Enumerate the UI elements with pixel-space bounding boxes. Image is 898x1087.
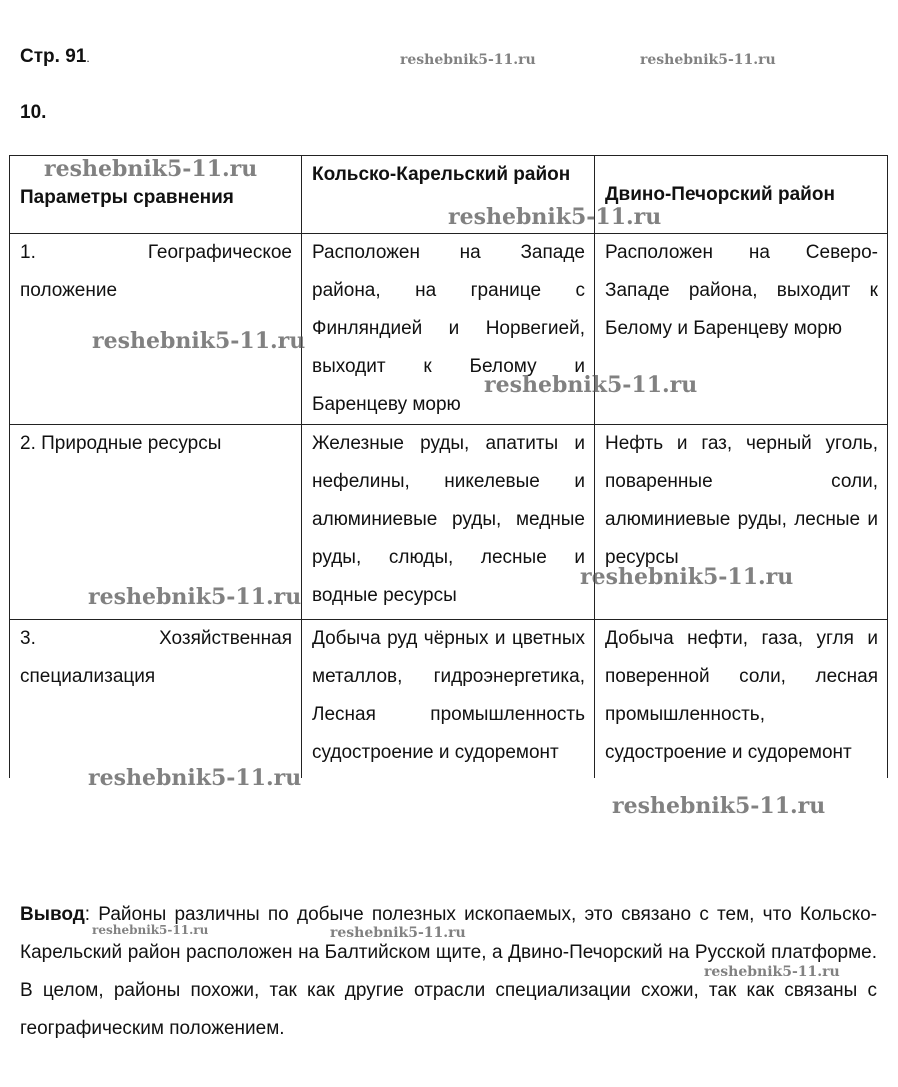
table-row [10,620,888,779]
watermark: reshebnik5-11.ru [92,923,209,937]
comparison-table [9,155,888,778]
watermark: reshebnik5-11.ru [704,964,840,980]
watermark: reshebnik5-11.ru [484,372,698,398]
watermark: reshebnik5-11.ru [92,328,306,354]
task-number: 10. [20,102,47,123]
watermark: reshebnik5-11.ru [640,52,776,68]
header-kola-karelia: Кольско-Карельский район [302,156,595,234]
header-dvina-pechora: Двино-Печорский район [595,156,888,234]
watermark: reshebnik5-11.ru [330,925,466,941]
watermark: reshebnik5-11.ru [88,584,302,610]
param-number: 1. [20,242,36,263]
param-number: 3. [20,628,36,649]
param-rest: положение [20,280,118,301]
param-cell: 2. Природные ресурсы [10,425,302,620]
param-rest: специализация [20,666,156,687]
watermark: reshebnik5-11.ru [400,52,536,68]
watermark: reshebnik5-11.ru [580,564,794,590]
dvina-cell: Добыча нефти, газа, угля и поверенной соли, лесная промышленность, судостроение и судоремонт [595,620,888,779]
param-word: Географическое [147,242,292,263]
header-parameters: Параметры сравнения [10,156,302,234]
param-word: Хозяйственная [159,628,292,649]
watermark: reshebnik5-11.ru [448,204,662,230]
dvina-cell: Нефть и газ, черный уголь, поваренные соли, алюминиевые руды, лесные и ресурсы [595,425,888,620]
kola-cell: Железные руды, апатиты и нефелины, никелевые и алюминиевые руды, медные руды, слюды, лесные и водные ресурсы [302,425,595,620]
conclusion-text: : Районы различны по добыче полезных ископаемых, это связано с тем, что Кольско-Карельский район расположен на Балтийском щите, а Двино-Печорский на Русской платформе. В целом, районы похожи, так как другие отрасли специализации схожи, так как связаны с географическим положением. [20,904,877,1039]
kola-cell: Расположен на Западе района, на границе с Финляндией и Норвегией, выходит к Белому и Баренцеву морю [302,234,595,425]
dvina-cell: Расположен на Северо-Западе района, выходит к Белому и Баренцеву морю [595,234,888,425]
watermark: reshebnik5-11.ru [88,765,302,791]
watermark: reshebnik5-11.ru [44,156,258,182]
watermark: reshebnik5-11.ru [612,793,826,819]
kola-cell: Добыча руд чёрных и цветных металлов, гидроэнергетика, Лесная промышленность судостроение и судоремонт [302,620,595,779]
conclusion-label: Вывод [20,904,85,925]
page-label: Стр. 91. [20,46,90,67]
param-cell [10,620,302,779]
